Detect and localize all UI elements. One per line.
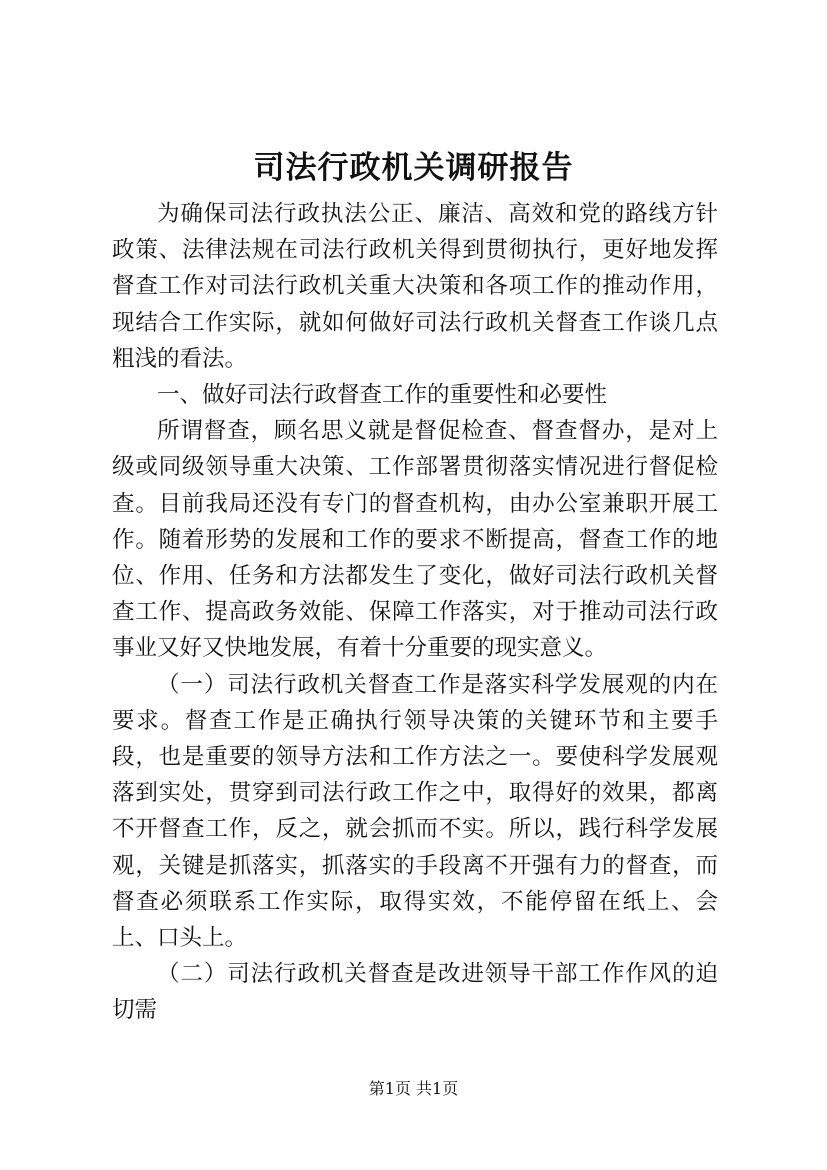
document-body [112,196,718,1029]
subsection-paragraph-1: （一）司法行政机关督查工作是落实科学发展观的内在要求。督查工作是正确执行领导决策的关键环节和主要手段，也是重要的领导方法和工作方法之一。要使科学发展观落到实处，贯穿到司法行政工作之中，取得好的效果，都离不开督查工作，反之，就会抓而不实。所以，践行科学发展观，关键是抓落实，抓落实的手段离不开强有力的督查，而督查必须联系工作实际，取得实效，不能停留在纸上、会上、口头上。 [112,671,718,952]
subsection-paragraph-2: （二）司法行政机关督查是改进领导干部工作作风的迫切需 [112,961,718,1024]
intro-paragraph: 为确保司法行政执法公正、廉洁、高效和党的路线方针政策、法律法规在司法行政机关得到贯彻执行，更好地发挥督查工作对司法行政机关重大决策和各项工作的推动作用，现结合工作实际，就如何做好司法行政机关督查工作谈几点粗浅的看法。 [112,201,718,372]
document-title: 司法行政机关调研报告 [253,150,574,186]
page-footer: 第1页 共1页 [368,1079,459,1098]
body-paragraph: 所谓督查，顾名思义就是督促检查、督查督办，是对上级或同级领导重大决策、工作部署贯彻落实情况进行督促检查。目前我局还没有专门的督查机构，由办公室兼职开展工作。随着形势的发展和工作的要求不断提高，督查工作的地位、作用、任务和方法都发生了变化，做好司法行政机关督查工作、提高政务效能、保障工作落实，对于推动司法行政事业又好又快地发展，有着十分重要的现实意义。 [112,418,718,662]
section-heading: 一、做好司法行政督查工作的重要性和必要性 [157,382,608,409]
